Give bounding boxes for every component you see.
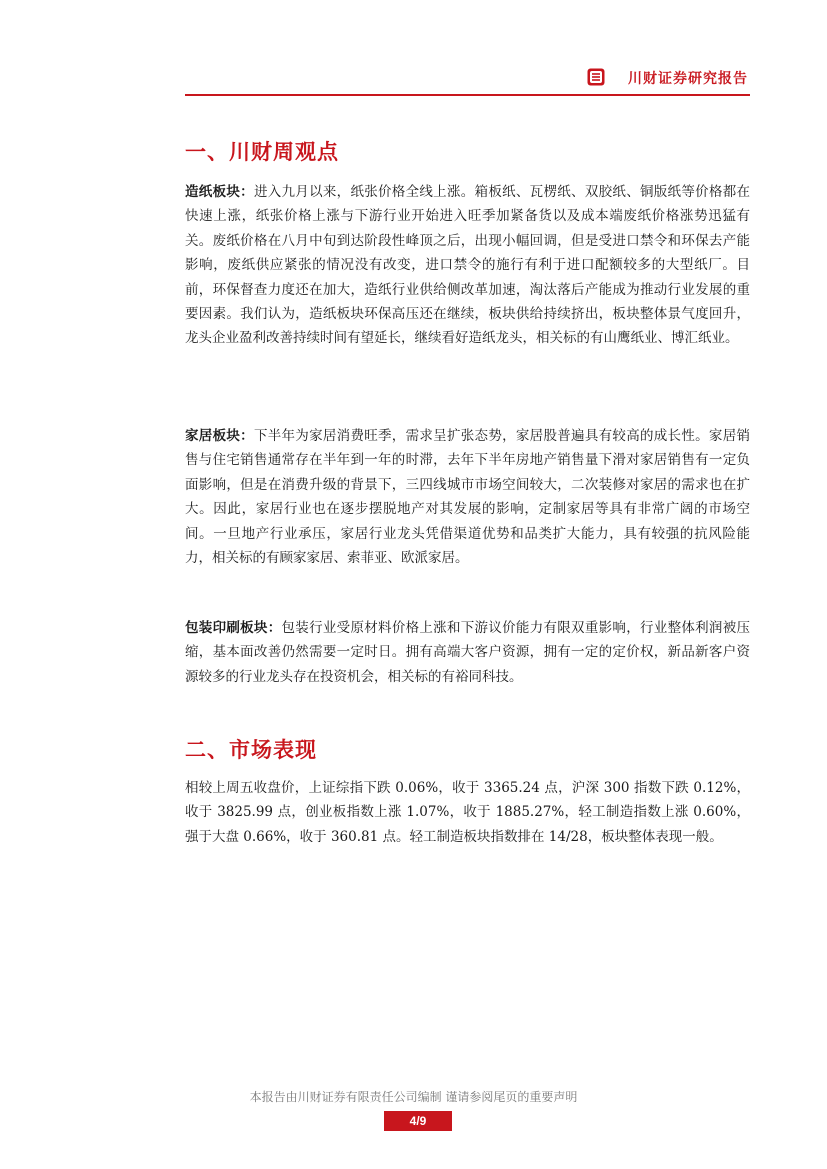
footer-disclaimer: 本报告由川财证券有限责任公司编制 谨请参阅尾页的重要声明 bbox=[249, 1090, 578, 1104]
paragraph-home bbox=[185, 424, 750, 570]
section-title-views: 一、川财周观点 bbox=[185, 139, 339, 164]
paragraph-packaging bbox=[185, 616, 750, 689]
section-title-market: 二、市场表现 bbox=[185, 737, 317, 762]
paragraph-text: 包装行业受原材料价格上涨和下游议价能力有限双重影响，行业整体利润被压缩，基本面改善仍然需要一定时日。拥有高端大客户资源，拥有一定的定价权，新品新客户资源较多的行业龙头存在投资机会，相关标的有裕同科技。 bbox=[185, 620, 751, 685]
page-number: 4/9 bbox=[384, 1111, 452, 1131]
paragraph-text: 下半年为家居消费旺季，需求呈扩张态势，家居股普遍具有较高的成长性。家居销售与住宅销售通常存在半年到一年的时滞，去年下半年房地产销售量下滑对家居销售有一定负面影响，但是在消费升级的背景下，三四线城市市场空间较大，二次装修对家居的需求也在扩大。因此，家居行业也在逐步摆脱地产对其发展的影响，定制家居等具有非常广阔的市场空间。一旦地产行业承压，家居行业龙头凭借渠道优势和品类扩大能力，具有较强的抗风险能力，相关标的有顾家家居、索菲亚、欧派家居。 bbox=[185, 428, 750, 567]
chuancai-logo-icon bbox=[587, 68, 605, 86]
paragraph-paper bbox=[185, 180, 750, 351]
paragraph-label: 包装印刷板块： bbox=[185, 620, 282, 636]
page-header bbox=[185, 66, 750, 96]
paragraph-label: 造纸板块： bbox=[185, 184, 254, 200]
brand-name: 川财证券研究报告 bbox=[628, 71, 748, 87]
paragraph-label: 家居板块： bbox=[185, 428, 254, 444]
paragraph-text: 进入九月以来，纸张价格全线上涨。箱板纸、瓦楞纸、双胶纸、铜版纸等价格都在快速上涨，纸张价格上涨与下游行业开始进入旺季加紧备货以及成本端废纸价格涨势迅猛有关。废纸价格在八月中旬到达阶段性峰顶之后，出现小幅回调，但是受进口禁令和环保去产能影响，废纸供应紧张的情况没有改变，进口禁令的施行有利于进口配额较多的大型纸厂。目前，环保督查力度还在加大，造纸行业供给侧改革加速，淘汰落后产能成为推动行业发展的重要因素。我们认为，造纸板块环保高压还在继续，板块供给持续挤出，板块整体景气度回升，龙头企业盈利改善持续时间有望延长，继续看好造纸龙头，相关标的有山鹰纸业、博汇纸业。 bbox=[185, 184, 750, 347]
paragraph-market: 相较上周五收盘价，上证综指下跌 0.06%，收于 3365.24 点，沪深 300 指数下跌 0.12%，收于 3825.99 点，创业板指数上涨 1.07%，收于 1885.27%，轻工制造指数上涨 0.60%，强于大盘 0.66%，收于 360.81 点。轻工制造板块指数排在 14/28，板块整体表现一般。 bbox=[185, 780, 750, 845]
